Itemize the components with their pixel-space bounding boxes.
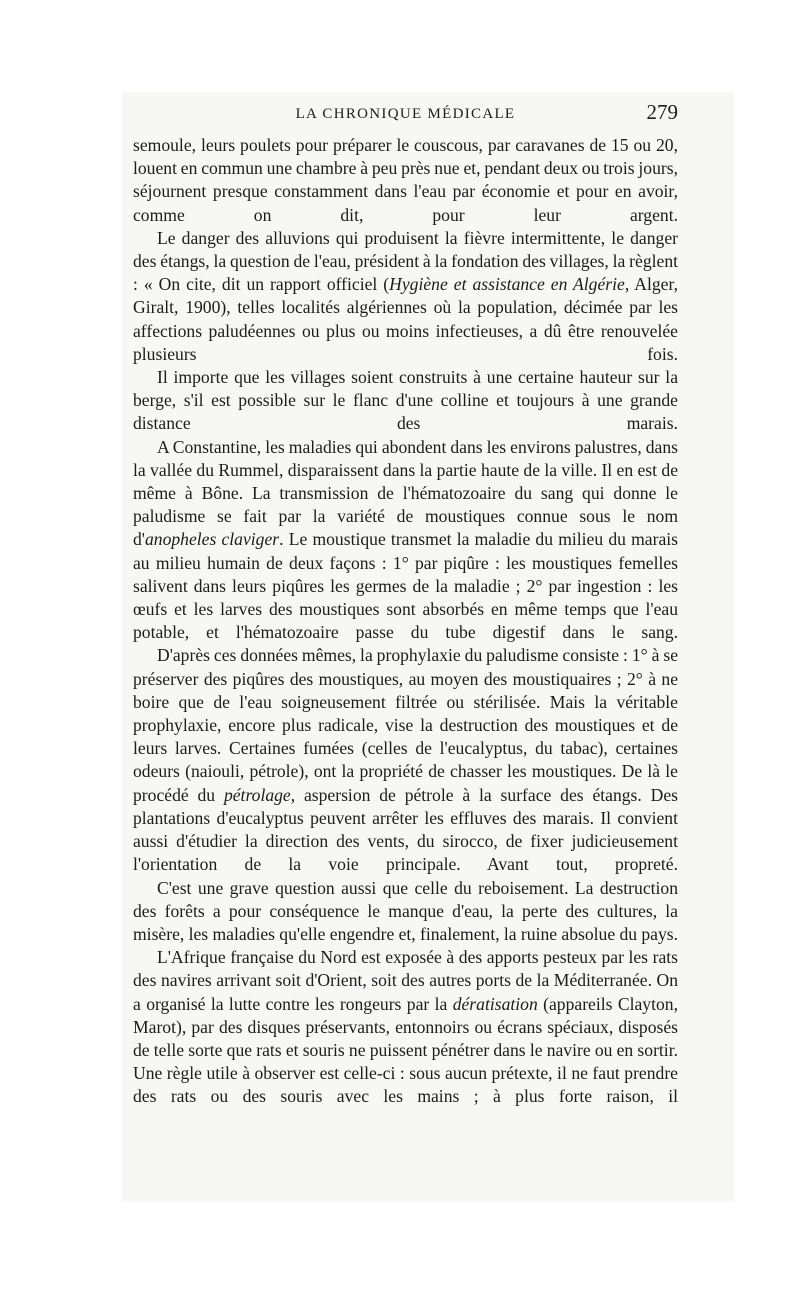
paragraph-1 [133, 134, 678, 227]
paragraph-7 [133, 946, 678, 1108]
paragraph-text: Il importe que les villages soient construits à une certaine hauteur sur la berge, s'il est possible sur le flanc d'une colline et toujours à une grande distance des marais. [133, 367, 678, 434]
paragraph-5 [133, 644, 678, 876]
paragraph-2 [133, 227, 678, 366]
italic-term: pétrolage [223, 784, 291, 805]
italic-title: Hygiène et assistance en Algérie [389, 274, 625, 295]
paragraph-text: , Alger, Giralt, 1900), telles localités algériennes où la population, décimée par les affections paludéennes ou plus ou moins infectieuses, a dû être renouvelée plusieurs fois. [133, 274, 678, 364]
italic-term: dératisation [452, 993, 538, 1014]
paragraph-text: (appareils Clayton, Marot), par des disques préservants, entonnoirs ou écrans spéciaux, disposés de telle sorte que rats et souris ne puissent pénétrer dans le navire ou en sortir. Une règle utile à observer est celle-ci : sous aucun prétexte, il ne faut prendre des rats ou des souris avec les mains ; à plus forte raison, il [133, 993, 678, 1107]
page-number: 279 [646, 100, 678, 124]
paragraph-6 [133, 877, 678, 947]
paragraph-text: semoule, leurs poulets pour préparer le couscous, par caravanes de 15 ou 20, louent en commun une chambre à peu près nue et, pendant deux ou trois jours, séjournent presque constamment dans l'eau par économie et pour en avoir, comme on dit, pour leur argent. [133, 135, 678, 225]
paragraph-4 [133, 436, 678, 645]
italic-species-name: anopheles claviger [144, 529, 280, 550]
page-header [133, 100, 678, 130]
paragraph-3 [133, 366, 678, 436]
paragraph-text: C'est une grave question aussi que celle du reboisement. La destruction des forêts a pour conséquence le manque d'eau, la perte des cultures, la misère, les maladies qu'elle engendre et, finalement, la ruine absolue du pays. [133, 877, 678, 944]
paragraph-text: D'après ces données mêmes, la prophylaxie du paludisme consiste : 1° à se préserver des piqûres des moustiques, au moyen des moustiquaires ; 2° à ne boire que de l'eau soigneusement filtrée ou stérilisée. Mais la véritable prophylaxie, encore plus radicale, vise la destruction des moustiques et de leurs larves. Certaines fumées (celles de l'eucalyptus, du tabac), certaines odeurs (naiouli, pétrole), ont la propriété de chasser les moustiques. De là le procédé du [133, 645, 678, 805]
paragraph-text: Le danger des alluvions qui produisent la fièvre intermittente, le danger des étangs, la question de l'eau, président à la fondation des villages, la règlent : « On cite, dit un rapport officiel ( [133, 227, 678, 295]
paragraph-text: L'Afrique française du Nord est exposée à des apports pesteux par les rats des navires arrivant soit d'Orient, soit des autres ports de la Méditerranée. On a organisé la lutte contre les rongeurs par la [133, 947, 678, 1014]
paragraph-text: A Constantine, les maladies qui abondent dans les environs palustres, dans la vallée du Rummel, disparaissent dans la partie haute de la ville. Il en est de même à Bône. La transmission de l'hématozoaire du sang qui donne le paludisme se fait par la variété de moustiques connue sous le nom d' [133, 436, 678, 550]
paragraph-text: . Le moustique transmet la maladie du milieu du marais au milieu humain de deux façons : 1° par piqûre : les moustiques femelles salivent dans leurs piqûres les germes de la maladie ; 2° par ingestion : les œufs et les larves des moustiques sont absorbés en même temps que l'eau potable, et l'hématozoaire passe du tube digestif dans le sang. [133, 529, 679, 643]
running-title: LA CHRONIQUE MÉDICALE [295, 106, 516, 122]
paragraph-text: , aspersion de pétrole à la surface des étangs. Des plantations d'eucalyptus peuvent arrêter les effluves des marais. Il convient aussi d'étudier la direction des vents, du sirocco, de fixer judicieusement l'orientation de la voie principale. Avant tout, propreté. [133, 784, 678, 875]
body-text [133, 134, 678, 1109]
